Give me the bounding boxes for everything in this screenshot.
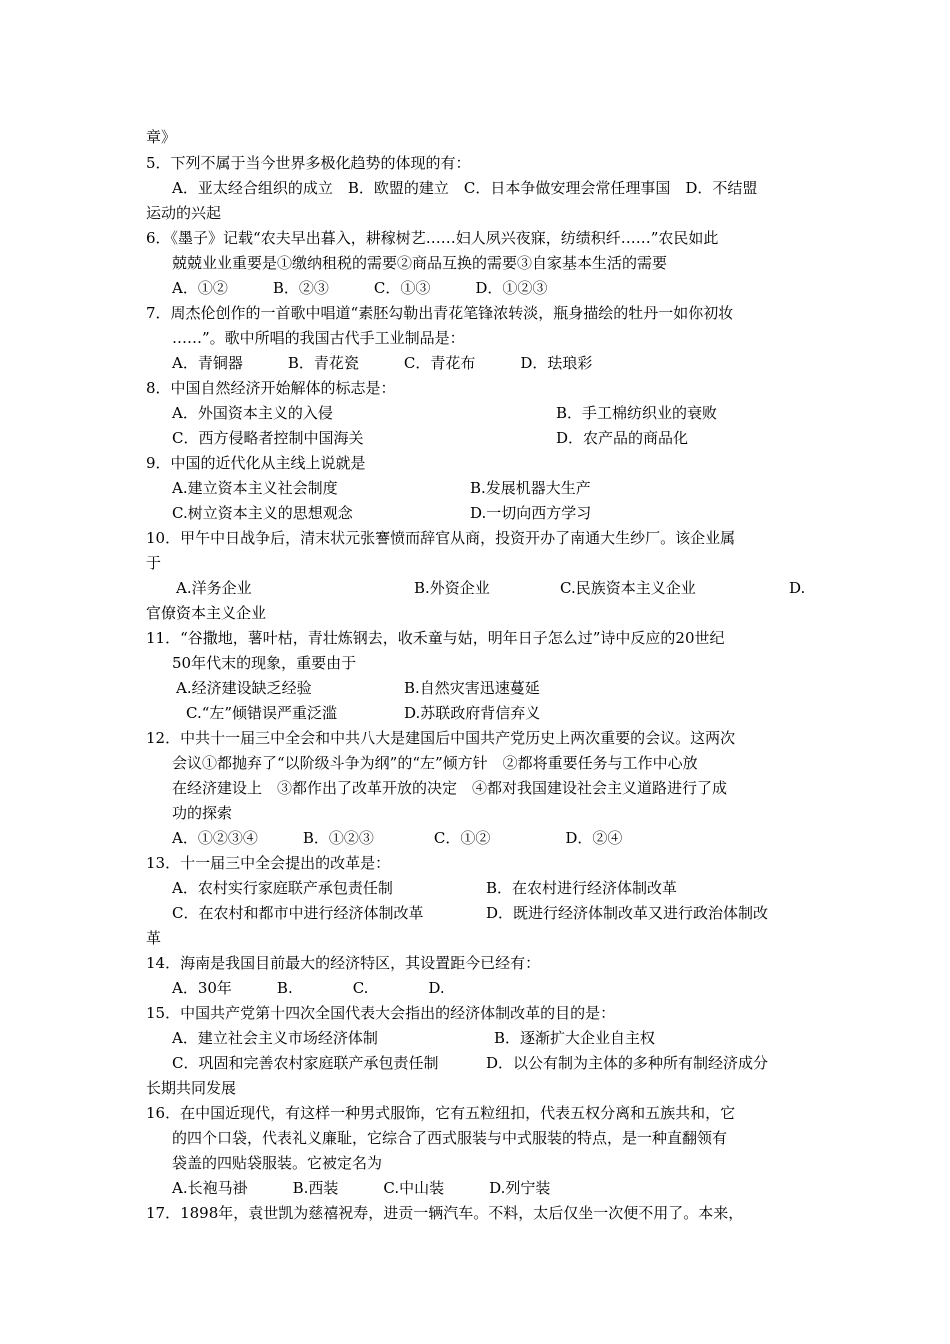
question-12: 12．中共十一届三中全会和中共八大是建国后中国共产党历史上两次重要的会议。这两次 (146, 729, 736, 747)
text-line: 革 (146, 929, 162, 947)
question-6-options: A．①② B．②③ C．①③ D．①②③ (172, 279, 548, 297)
option-a: A.经济建设缺乏经验 (176, 679, 312, 697)
question-9: 9．中国的近代化从主线上说就是 (146, 454, 366, 472)
option-a: A.洋务企业 (176, 579, 252, 597)
text-line: 运动的兴起 (146, 204, 222, 222)
question-7: 7．周杰伦创作的一首歌中唱道“素胚勾勒出青花笔锋浓转淡，瓶身描绘的牡丹一如你初妆 (146, 304, 734, 322)
option-a: A．建立社会主义市场经济体制 (172, 1029, 378, 1047)
option-a: A.建立资本主义社会制度 (172, 479, 338, 497)
text-line: 兢兢业业重要是①缴纳租税的需要②商品互换的需要③自家基本生活的需要 (172, 254, 668, 272)
text-line: 于 (146, 554, 162, 572)
question-10: 10．甲午中日战争后，清末状元张謇愤而辞官从商，投资开办了南通大生纱厂。该企业属 (146, 529, 736, 547)
question-16: 16．在中国近现代，有这样一种男式服饰，它有五粒纽扣，代表五权分离和五族共和，它 (146, 1104, 736, 1122)
option-b: B．手工棉纺织业的衰败 (556, 404, 718, 422)
option-c: C．在农村和都市中进行经济体制改革 (172, 904, 424, 922)
text-line: 的四个口袋，代表礼义廉耻，它综合了西式服装与中式服装的特点，是一种直翻领有 (172, 1129, 728, 1147)
question-14: 14．海南是我国目前最大的经济特区，其设置距今已经有： (146, 954, 541, 972)
question-5: 5．下列不属于当今世界多极化趋势的体现的有： (146, 154, 471, 172)
question-13: 13．十一届三中全会提出的改革是： (146, 854, 391, 872)
question-17: 17．1898年，袁世凯为慈禧祝寿，进贡一辆汽车。不料，太后仅坐一次便不用了。本来， (146, 1204, 744, 1222)
option-c: C.“左”倾错误严重泛滥 (186, 704, 338, 722)
question-7-options: A．青铜器 B．青花瓷 C．青花布 D．珐琅彩 (172, 354, 593, 372)
text-line: 会议①都抛弃了“以阶级斗争为纲”的“左”倾方针 ②都将重要任务与工作中心放 (172, 754, 698, 772)
text-line: 功的探索 (172, 804, 233, 822)
question-11: 11．“谷撒地，薯叶枯，青壮炼钢去，收禾童与姑，明年日子怎么过”诗中反应的20世纪 (146, 629, 725, 647)
option-c: C.民族资本主义企业 (560, 579, 696, 597)
text-line: 袋盖的四贴袋服装。它被定名为 (172, 1154, 383, 1172)
question-6: 6．《墨子》记载“农夫早出暮入，耕稼树艺……妇人夙兴夜寐，纺绩积纤……”农民如此 (146, 229, 719, 247)
text-line: 章》 (146, 128, 177, 146)
option-d: D．既进行经济体制改革又进行政治体制改 (486, 904, 769, 922)
option-c: C．西方侵略者控制中国海关 (172, 429, 364, 447)
option-c: C．巩固和完善农村家庭联产承包责任制 (172, 1054, 439, 1072)
text-line: ……”。歌中所唱的我国古代手工业制品是： (172, 329, 465, 347)
question-14-options: A．30年 B. C. D. (172, 979, 445, 997)
text-line: 在经济建设上 ③都作出了改革开放的决定 ④都对我国建设社会主义道路进行了成 (172, 779, 728, 797)
option-a: A．农村实行家庭联产承包责任制 (172, 879, 393, 897)
text-line: 50年代末的现象，重要由于 (172, 654, 357, 672)
question-5-options: A．亚太经合组织的成立 B．欧盟的建立 C．日本争做安理会常任理事国 D．不结盟 (172, 179, 758, 197)
option-d: D. (789, 579, 806, 597)
question-16-options: A.长袍马褂 B.西装 C.中山装 D.列宁装 (172, 1179, 551, 1197)
option-b: B.发展机器大生产 (470, 479, 591, 497)
option-d: D．以公有制为主体的多种所有制经济成分 (486, 1054, 769, 1072)
option-b: B．逐渐扩大企业自主权 (494, 1029, 656, 1047)
text-line: 长期共同发展 (146, 1079, 237, 1097)
text-line: 官僚资本主义企业 (146, 604, 267, 622)
option-d: D.一切向西方学习 (470, 504, 592, 522)
option-c: C.树立资本主义的思想观念 (172, 504, 353, 522)
option-b: B.自然灾害迅速蔓延 (404, 679, 540, 697)
question-12-options: A．①②③④ B．①②③ C．①② D．②④ (172, 829, 623, 847)
option-a: A．外国资本主义的入侵 (172, 404, 333, 422)
option-d: D．农产品的商品化 (556, 429, 689, 447)
option-d: D.苏联政府背信弃义 (404, 704, 541, 722)
question-15: 15．中国共产党第十四次全国代表大会指出的经济体制改革的目的是： (146, 1004, 616, 1022)
option-b: B．在农村进行经济体制改革 (486, 879, 678, 897)
option-b: B.外资企业 (414, 579, 490, 597)
question-8: 8．中国自然经济开始解体的标志是： (146, 379, 396, 397)
